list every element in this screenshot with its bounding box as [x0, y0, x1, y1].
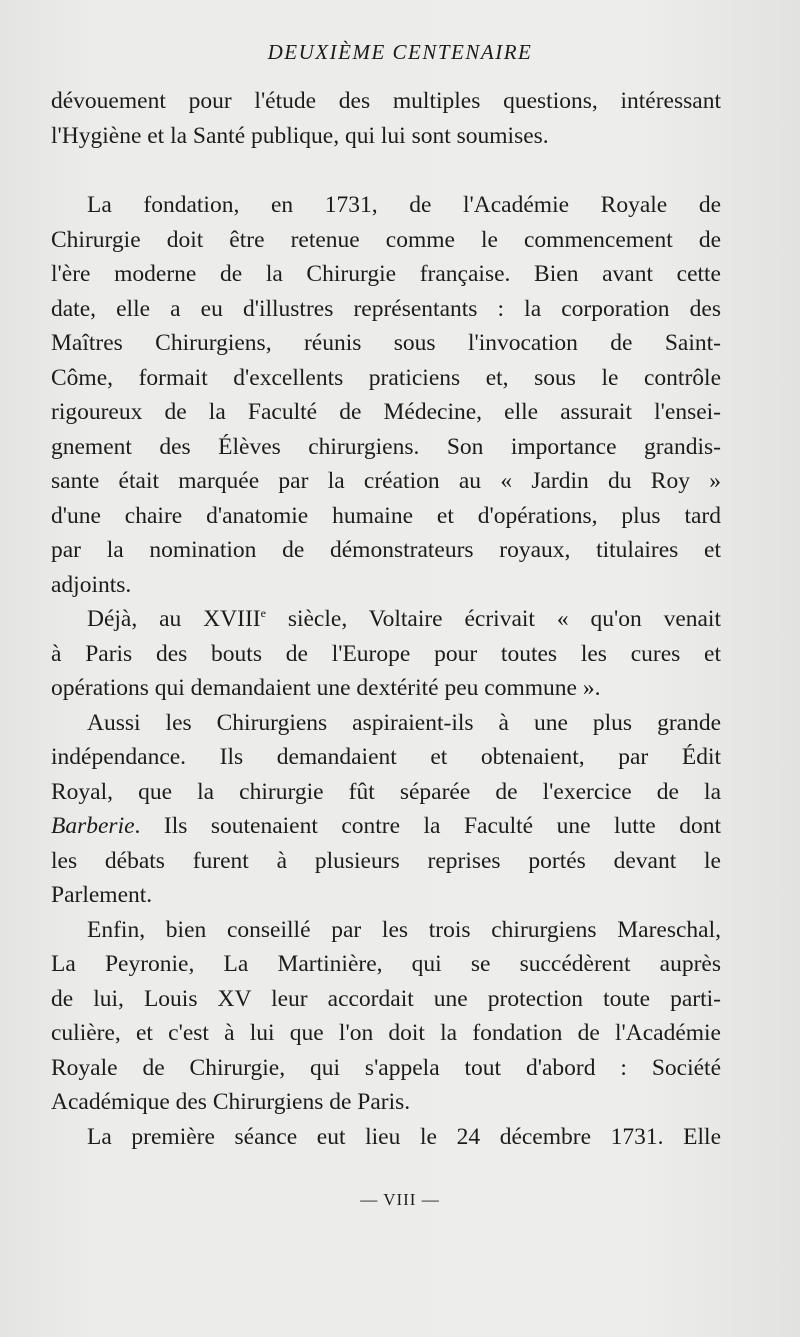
text-line: d'une chaire d'anatomie humaine et d'opérations, plus tard — [51, 502, 721, 529]
text-line: Royal, que la chirurgie fût séparée de l'exercice de la — [51, 778, 721, 805]
text-line: de lui, Louis XV leur accordait une protection toute parti- — [51, 985, 721, 1012]
text-line: Parlement. — [51, 882, 153, 908]
text-line: Royale de Chirurgie, qui s'appela tout d'abord : Société — [51, 1054, 721, 1081]
italic-word: Barberie — [51, 813, 135, 839]
text-line: La fondation, en 1731, de l'Académie Royale de — [87, 192, 721, 218]
text-line: Académique des Chirurgiens de Paris. — [51, 1089, 411, 1115]
text-line: sante était marquée par la création au « Jardin du Roy » — [51, 468, 721, 494]
running-head: DEUXIÈME CENTENAIRE — [267, 40, 533, 64]
text-line: gnement des Élèves chirurgiens. Son importance grandis- — [51, 433, 721, 460]
paragraph-gap — [51, 153, 721, 188]
text-line: à Paris des bouts de l'Europe pour toutes les cures et — [51, 640, 721, 667]
text-line: dévouement pour l'étude des multiples questions, intéressant — [51, 88, 721, 114]
superscript: e — [260, 606, 266, 621]
text-line: par la nomination de démonstrateurs royaux, titulaires et — [51, 537, 721, 563]
body-text — [51, 84, 721, 1154]
text-line: l'Hygiène et la Santé publique, qui lui sont soumises. — [51, 122, 549, 149]
text-line: opérations qui demandaient une dextérité peu commune ». — [51, 675, 601, 701]
text-line: date, elle a eu d'illustres représentants : la corporation des — [51, 295, 721, 322]
text-fragment: siècle, Voltaire écrivait « qu'on venait — [265, 606, 721, 632]
page-number: — VIII — — [360, 1190, 440, 1209]
text-line: La Peyronie, La Martinière, qui se succédèrent auprès — [51, 951, 721, 977]
text-line: rigoureux de la Faculté de Médecine, elle assurait l'ensei- — [51, 399, 721, 425]
text-line: indépendance. Ils demandaient et obtenaient, par Édit — [51, 744, 721, 770]
text-line: Maîtres Chirurgiens, réunis sous l'invocation de Saint- — [51, 330, 721, 356]
text-fragment: . Ils soutenaient contre la Faculté une lutte dont — [134, 813, 721, 839]
text-line: les débats furent à plusieurs reprises portés devant le — [51, 847, 721, 874]
text-line: Côme, formait d'excellents praticiens et, sous le contrôle — [51, 364, 721, 391]
text-line: Chirurgie doit être retenue comme le commencement de — [51, 226, 721, 253]
text-line: Aussi les Chirurgiens aspiraient-ils à une plus grande — [87, 709, 721, 736]
text-fragment: Déjà, au XVIII — [87, 606, 261, 632]
text-line: La première séance eut lieu le 24 décembre 1731. Elle — [87, 1123, 721, 1150]
text-line: l'ère moderne de la Chirurgie française. Bien avant cette — [51, 261, 721, 287]
text-line: adjoints. — [51, 571, 132, 598]
text-line: culière, et c'est à lui que l'on doit la fondation de l'Académie — [51, 1020, 721, 1046]
text-line — [51, 809, 721, 844]
text-line: Enfin, bien conseillé par les trois chirurgiens Mareschal, — [87, 916, 721, 943]
text-line — [51, 602, 721, 637]
